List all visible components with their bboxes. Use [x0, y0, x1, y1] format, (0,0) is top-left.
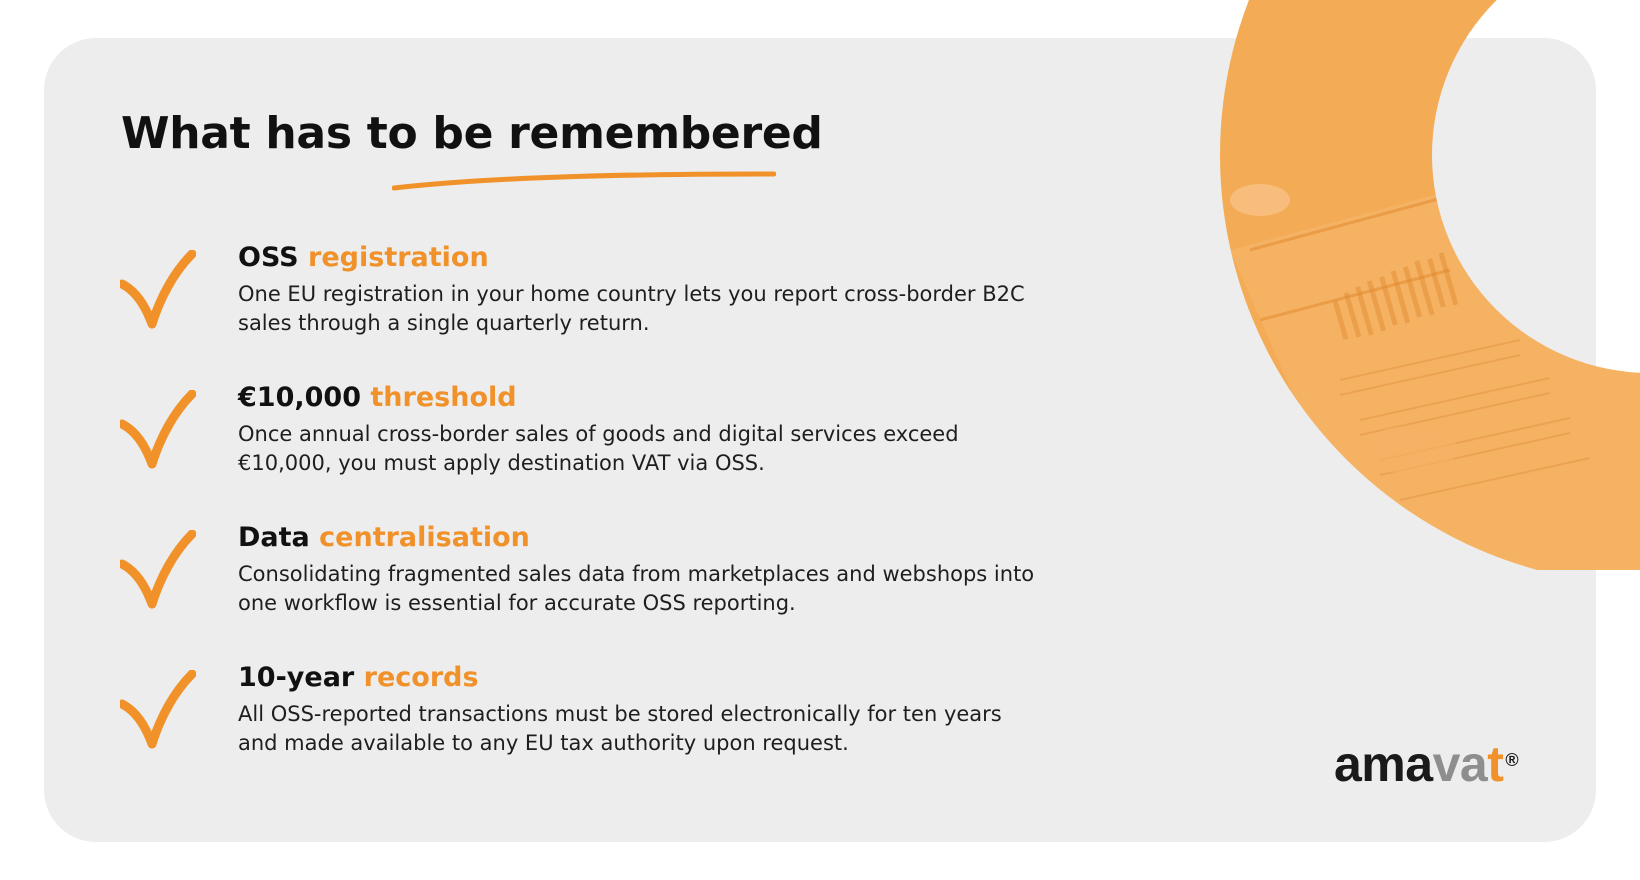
list-item-threshold [0, 382, 1100, 510]
item-title: OSS registration [238, 242, 489, 273]
checkmark-icon [120, 670, 196, 754]
amavat-logo: amavat ® [1334, 736, 1519, 792]
item-description: All OSS-reported transactions must be stored electronically for ten years and made available to any EU tax authority upon request. [238, 702, 1002, 755]
item-title: €10,000 threshold [238, 382, 517, 413]
list-item-data-centralisation [0, 522, 1100, 650]
list-item-records [0, 662, 1100, 790]
decorative-document-ring [1190, 0, 1640, 570]
checkmark-icon [120, 530, 196, 614]
item-title: 10-year records [238, 662, 479, 693]
checkmark-icon [120, 390, 196, 474]
item-description: One EU registration in your home country lets you report cross-border B2C sales through a single quarterly return. [238, 282, 1025, 335]
list-item-oss-registration [0, 242, 1100, 370]
checkmark-icon [120, 250, 196, 334]
page-title: What has to be remembered [121, 108, 823, 159]
title-underline-stroke [392, 164, 776, 194]
item-description: Consolidating fragmented sales data from marketplaces and webshops into one workflow is essential for accurate OSS reporting. [238, 562, 1035, 615]
item-description: Once annual cross-border sales of goods and digital services exceed €10,000, you must apply destination VAT via OSS. [238, 422, 959, 475]
item-title: Data centralisation [238, 522, 530, 553]
